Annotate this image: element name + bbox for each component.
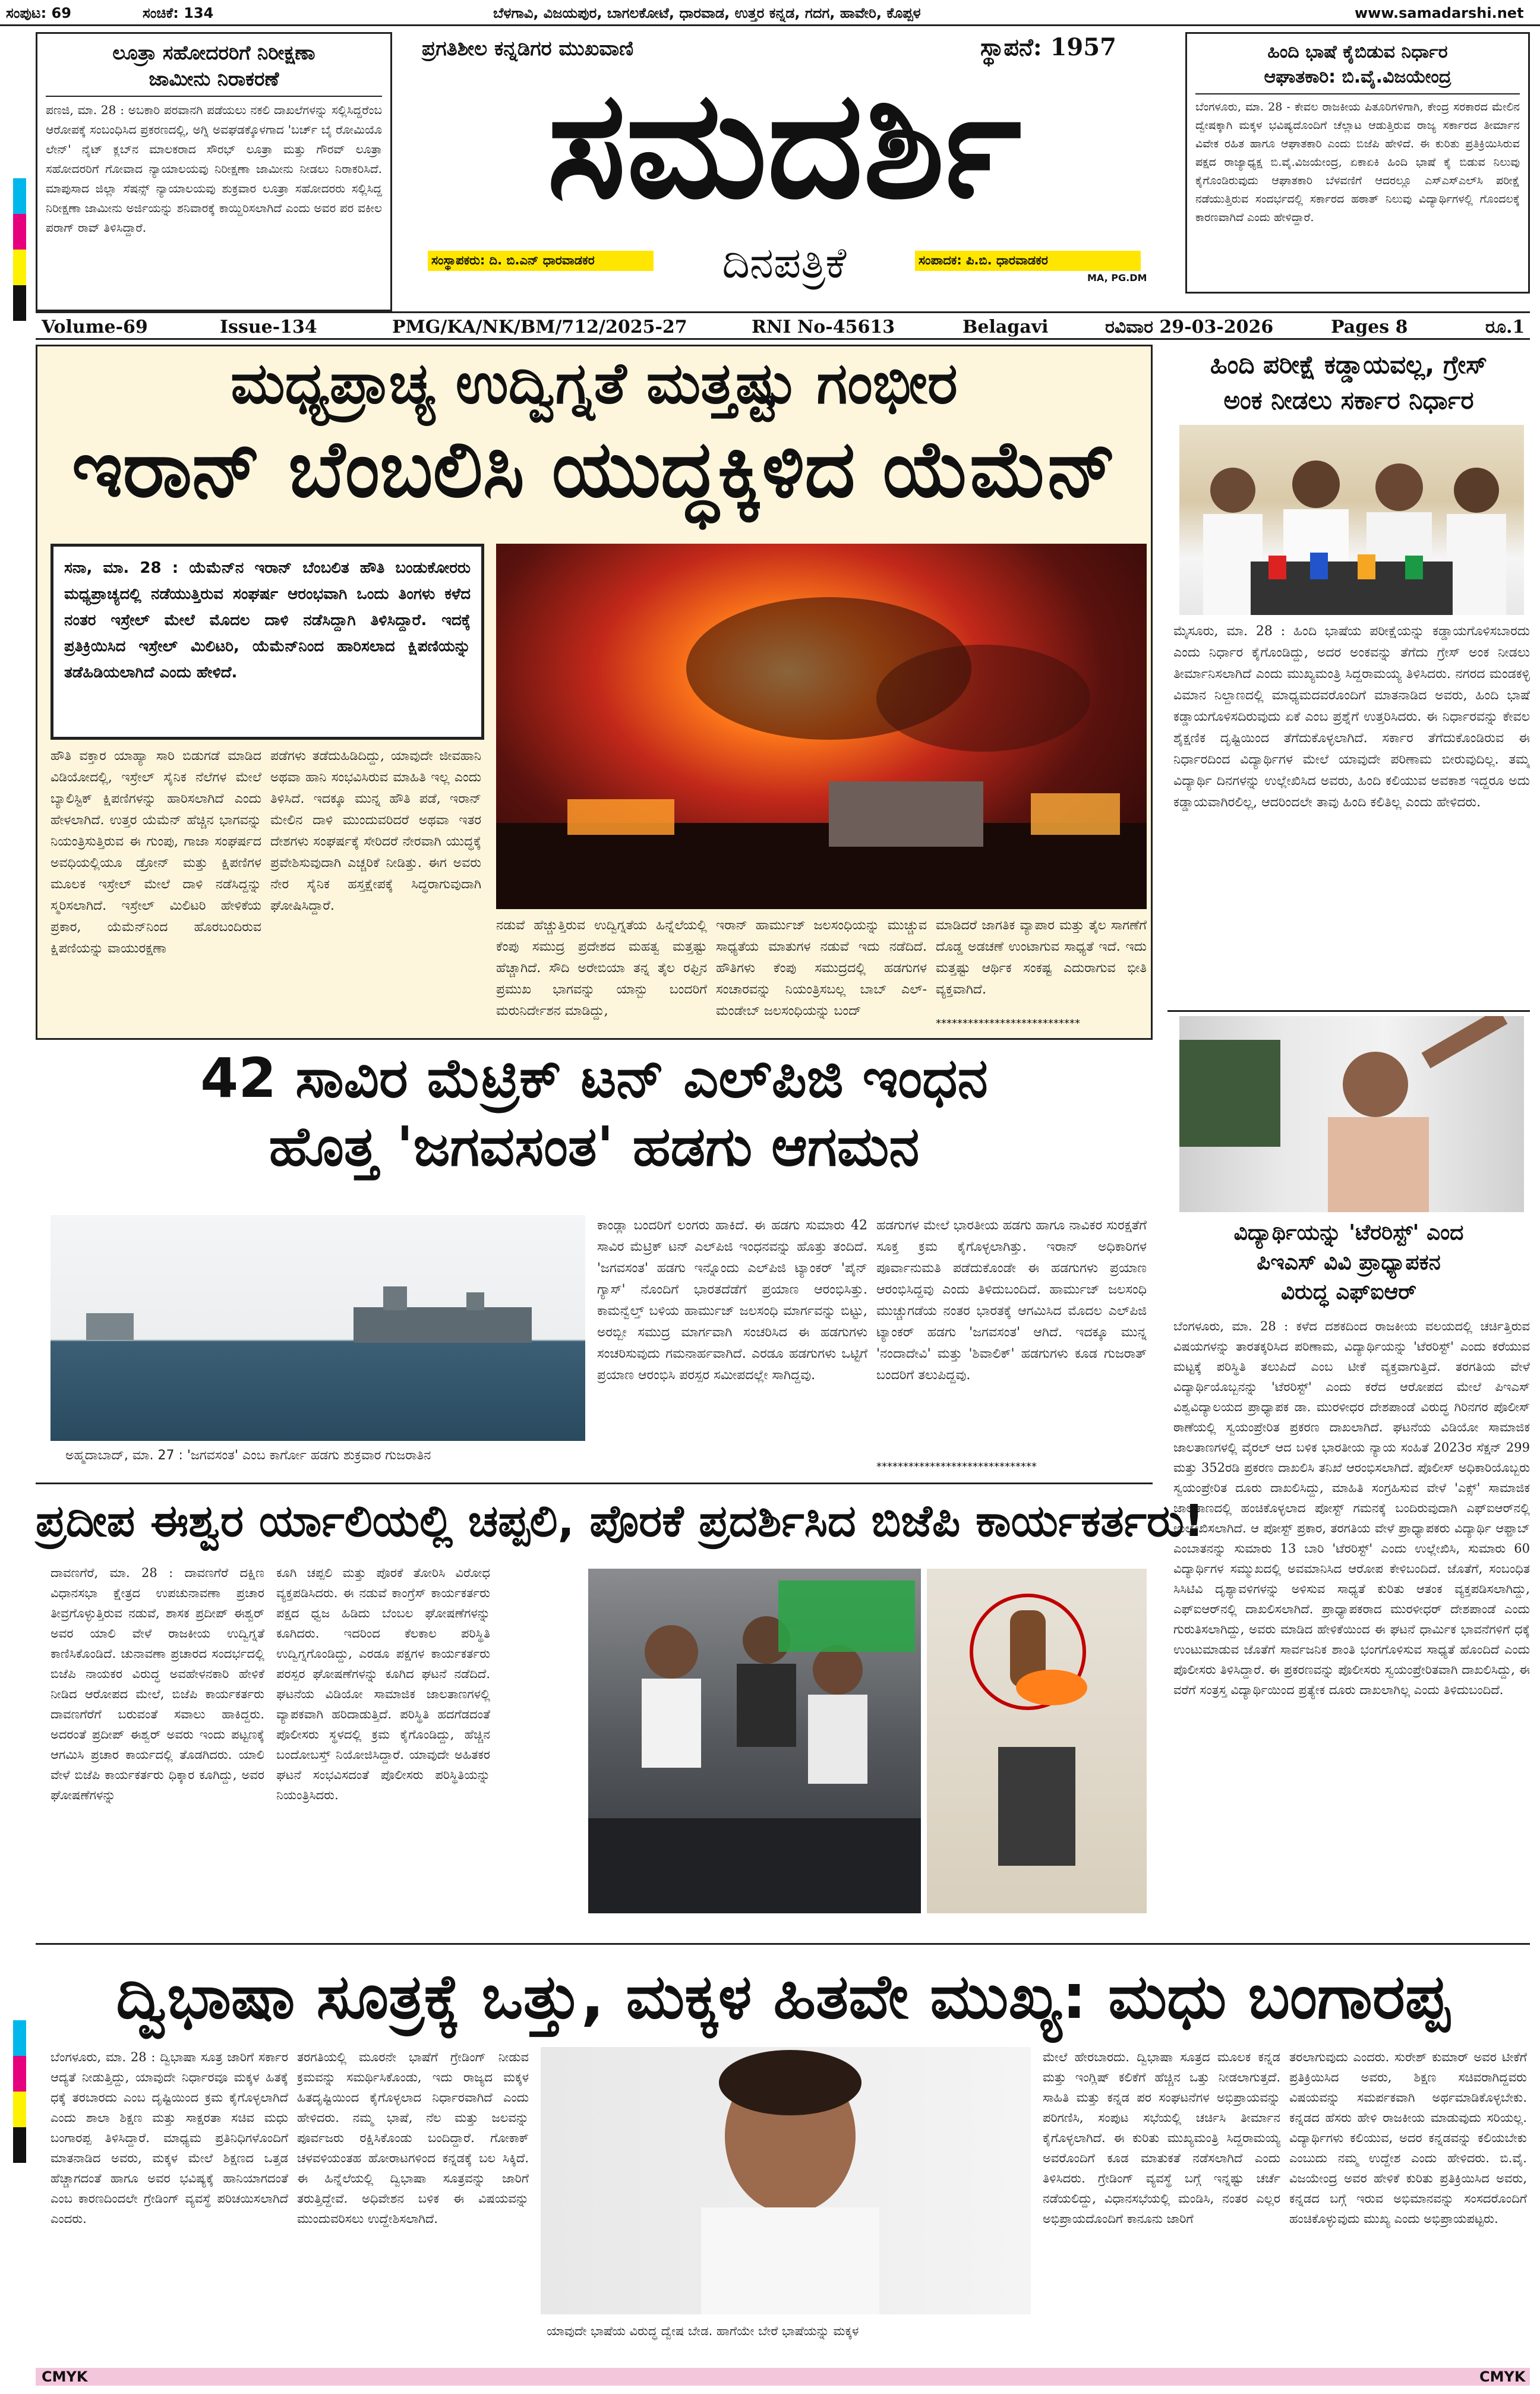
fire-smoke-graphic bbox=[496, 544, 1147, 909]
right-box-body: ಬೆಂಗಳೂರು, ಮಾ. 28 - ಕೇವಲ ರಾಜಕೀಯ ಪಿತೂರಿಗಳಿಗಾಗಿ, ಕೇಂದ್ರ ಸರಕಾರದ ಮೇಲಿನ ದ್ವೇಷಕ್ಕಾಗಿ ಮಕ್ಕಳ ಭವಿಷ್ಯದೊಂದಿಗೆ ಚೆಲ್ಲಾಟ ಆಡುತ್ತಿರುವ ರಾಜ್ಯ ಸರ್ಕಾರದ ತೀರ್ಮಾನ ವಿವೇಕ ರಹಿತ ಹಾಗೂ ಆಘಾತಕಾರಿ ಎಂದು ಬಿಜೆಪಿ ಹೇಳಿದೆ. ಈ ಕುರಿತು ಪ್ರತಿಕ್ರಿಯಿಸಿರುವ ಪಕ್ಷದ ರಾಜ್ಯಾಧ್ಯಕ್ಷ ಬಿ.ವೈ.ವಿಜಯೇಂದ್ರ, ಏಕಾಏಕಿ ಹಿಂದಿ ಭಾಷೆ ಕೈ ಬಿಡುವ ನಿಲುವು ಕೈಗೊಂಡಿರುವುದು ಆಘಾತಕಾರಿ ಬೆಳವಣಿಗೆ ಆದರಲ್ಲೂ ಎಸ್ಎಸ್ಎಲ್‌ಸಿ ಪರೀಕ್ಷೆ ನಡೆಯುತ್ತಿರುವ ಸಂದರ್ಭದಲ್ಲಿ ಸರ್ಕಾರದ ಹಠಾತ್ ನಿಲುವು ವಿದ್ಯಾರ್ಥಿಗಳಲ್ಲಿ ಗೊಂದಲಕ್ಕೆ ಕಾರಣವಾಗಿದೆ ಎಂದು ಹೇಳಿದ್ದಾರೆ. bbox=[1195, 100, 1520, 224]
right-story-2-body: ಬೆಂಗಳೂರು, ಮಾ. 28 : ಕಳೆದ ದಶಕದಿಂದ ರಾಜಕೀಯ ವಲಯದಲ್ಲಿ ಚರ್ಚಿತ್ತಿರುವ ವಿಷಯಗಳನ್ನು ತಾರತಕ್ಕರಿಸಿದ ಪರಿಣಾಮ, ವಿದ್ಯಾರ್ಥಿಯನ್ನು 'ಟೆರರಿಸ್ಟ್' ಎಂದು ಕರೆಯುವ ಮಟ್ಟಕ್ಕೆ ಪರಿಸ್ಥಿತಿ ತಲುಪಿದೆ ಎಂಬ ಟೀಕೆ ವ್ಯಕ್ತವಾಗುತ್ತಿದೆ. ತರಗತಿಯ ವೇಳೆ ವಿದ್ಯಾರ್ಥಿಯೊಬ್ಬನನ್ನು 'ಟೆರರಿಸ್ಟ್' ಎಂದು ಕರೆದ ಆರೋಪದ ಮೇಲೆ ಪಿಇಎಸ್ ವಿಶ್ವವಿದ್ಯಾಲಯದ ಪ್ರಾಧ್ಯಾಪಕ ಡಾ. ಮುರಳೀಧರ ದೇಶಪಾಂಡೆ ವಿರುದ್ಧ ಗಿರಿನಗರ ಪೊಲೀಸ್ ಠಾಣೆಯಲ್ಲಿ ಸ್ವಯಂಪ್ರೇರಿತ ಪ್ರಕರಣ ದಾಖಲಾಗಿದೆ. ಘಟನೆಯ ವಿಡಿಯೋ ಸಾಮಾಜಿಕ ಜಾಲತಾಣಗಳಲ್ಲಿ ವೈರಲ್ ಆದ ಬಳಿಕ ಭಾರತೀಯ ನ್ಯಾಯ ಸಂಹಿತೆ 2023ರ ಸೆಕ್ಷನ್ 299 ಮತ್ತು 352ರಡಿ ಪ್ರಕರಣ ದಾಖಲಿಸಿ ತನಿಖೆ ಆರಂಭಿಸಲಾಗಿದೆ. ಪೊಲೀಸ್ ಅಧಿಕಾರಿಯೊಬ್ಬರು ಸ್ವಯಂಪ್ರೇರಿತ ದೂರು ದಾಖಲಿಸಿದ್ದು, ಮಾಹಿತಿ ಸಂಗ್ರಹಿಸುವ ವೇಳೆ 'ಎಕ್ಸ್' ಸಾಮಾಜಿಕ ಜಾಲತಾಣದಲ್ಲಿ ಹಂಚಿಕೊಳ್ಳಲಾದ ಪೋಸ್ಟ್ ಗಮನಕ್ಕೆ ಬಂದಿರುವುದಾಗಿ ಎಫ್‌ಐಆರ್‌ನಲ್ಲಿ ಉಲ್ಲೇಖಿಸಲಾಗಿದೆ. ಆ ಪೋಸ್ಟ್ ಪ್ರಕಾರ, ತರಗತಿಯ ವೇಳೆ ಪ್ರಾಧ್ಯಾಪಕರು ವಿದ್ಯಾರ್ಥಿ ಆಫ್ತಾಬ್ ಎಂಬಾತನನ್ನು ಸುಮಾರು 13 ಬಾರಿ 'ಟೆರರಿಸ್ಟ್' ಎಂದು ಉಲ್ಲೇಖಿಸಿ, ಸುಮಾರು 60 ವಿದ್ಯಾರ್ಥಿಗಳ ಸಮ್ಮುಖದಲ್ಲಿ ಅವಮಾನಿಸಿದ ಆರೋಪ ಕೇಳಿಬಂದಿದೆ. ಜೊತೆಗೆ, ಸಂಬಂಧಿತ ಸಿಸಿಟಿವಿ ದೃಶ್ಯಾವಳಿಗಳನ್ನು ಅಳಿಸುವ ಸಾಧ್ಯತೆ ಕುರಿತು ಆತಂಕ ವ್ಯಕ್ತಪಡಿಸಲಾಗಿದ್ದು, ಎಫ್‌ಐಆರ್‌ನಲ್ಲಿ ದಾಖಲಿಸಲಾಗಿದೆ. ಪ್ರಾಧ್ಯಾಪಕರಾದ ಮುರಳೀಧರ್ ದೇಶಪಾಂಡೆ ಎಂದು ಗುರುತಿಸಲಾಗಿದ್ದು, ಅವರು ಮಾಡಿದ ಹೇಳಿಕೆಯಿಂದ ಈ ಘಟನೆ ಧಾರ್ಮಿಕ ಭಾವನೆಗಳಿಗೆ ಧಕ್ಕೆ ಉಂಟುಮಾಡುವ ಜೊತೆಗೆ ಸಾರ್ವಜನಿಕ ಶಾಂತಿ ಭಂಗಗೊಳಿಸುವ ಸಾಧ್ಯತೆ ಹೊಂದಿದೆ ಎಂದು ಪೊಲೀಸರು ತಿಳಿಸಿದ್ದಾರೆ. ಈ ಪ್ರಕರಣವನ್ನು ಪೊಲೀಸರು ಸ್ವಯಂಪ್ರೇರಿತವಾಗಿ ದಾಖಲಿಸಿದ್ದು, ಈ ವರೆಗೆ ಸಂತ್ರಸ್ತ ವಿದ್ಯಾರ್ಥಿಯಿಂದ ಪ್ರತ್ಯೇಕ ದೂರು ದಾಖಲಾಗಿಲ್ಲ ಎಂದು ತಿಳಿದುಬಂದಿದೆ. bbox=[1173, 1319, 1530, 1697]
lead-col-2: ಪಡೆಗಳು ತಡೆದುಹಿಡಿದಿದ್ದು, ಯಾವುದೇ ಜೀವಹಾನಿ ಅಥವಾ ಹಾನಿ ಸಂಭವಿಸಿರುವ ಮಾಹಿತಿ ಇಲ್ಲ ಎಂದು ತಿಳಿಸಿದೆ. ಇದಕ್ಕೂ ಮುನ್ನ ಹೌತಿ ಪಡೆ, ಇರಾನ್ ಮೇಲಿನ ದಾಳಿ ಮುಂದುವರಿದರೆ ಅಥವಾ ಇತರ ದೇಶಗಳು ಸಂಘರ್ಷಕ್ಕೆ ಸೇರಿದರೆ ನೇರವಾಗಿ ಯುದ್ಧಕ್ಕೆ ಪ್ರವೇಶಿಸುವುದಾಗಿ ಎಚ್ಚರಿಕೆ ನೀಡಿತ್ತು. ಈಗ ಅವರು ನೇರ ಸೈನಿಕ ಹಸ್ತಕ್ಷೇಪಕ್ಕೆ ಸಿದ್ಧರಾಗುವುದಾಗಿ ಘೋಷಿಸಿದ್ದಾರೆ. bbox=[270, 749, 481, 913]
footer-cmyk-left: CMYK bbox=[42, 2368, 88, 2385]
rally-crowd-graphic bbox=[588, 1569, 921, 1913]
slipper-photo bbox=[927, 1569, 1147, 1913]
lpg-stars: ****************************** bbox=[876, 1461, 1037, 1473]
bottom-col-1: ಬೆಂಗಳೂರು, ಮಾ. 28 : ದ್ವಿಭಾಷಾ ಸೂತ್ರ ಜಾರಿಗೆ ಸರ್ಕಾರ ಆದ್ಯತೆ ನೀಡುತ್ತಿದ್ದು, ಯಾವುದೇ ನಿರ್ಧಾರವೂ ಮಕ್ಕಳ ಹಿತಕ್ಕೆ ಧಕ್ಕೆ ತರಬಾರದು ಎಂಬ ದೃಷ್ಟಿಯಿಂದ ಕ್ರಮ ಕೈಗೊಳ್ಳಲಾಗಿದೆ ಎಂದು ಶಾಲಾ ಶಿಕ್ಷಣ ಮತ್ತು ಸಾಕ್ಷರತಾ ಸಚಿವ ಮಧು ಬಂಗಾರಪ್ಪ ತಿಳಿಸಿದ್ದಾರೆ. ಮಾಧ್ಯಮ ಪ್ರತಿನಿಧಿಗಳೊಂದಿಗೆ ಮಾತನಾಡಿದ ಅವರು, ಮಕ್ಕಳ ಮೇಲೆ ಶಿಕ್ಷಣದ ಒತ್ತಡ ಹೆಚ್ಚಾಗದಂತೆ ಹಾಗೂ ಅವರ ಭವಿಷ್ಯಕ್ಕೆ ಹಾನಿಯಾಗದಂತೆ ಎಂಬ ಕಾರಣದಿಂದಲೇ ಗ್ರೇಡಿಂಗ್ ವ್ಯವಸ್ಥೆ ಪರಿಚಯಿಸಲಾಗಿದೆ ಎಂದರು. bbox=[51, 2050, 288, 2226]
footer-cmyk-right: CMYK bbox=[1479, 2368, 1526, 2385]
missile-fire-photo bbox=[496, 544, 1147, 909]
cmyk-mark-left-bottom bbox=[13, 2020, 26, 2163]
footer-bar bbox=[36, 2368, 1530, 2386]
masthead-editor-degree: MA, PG.DM bbox=[1087, 272, 1147, 283]
masthead-established: ಸ್ಥಾಪನೆ: 1957 bbox=[980, 33, 1116, 61]
info-city: Belagavi bbox=[962, 317, 1049, 338]
left-box-body: ಪಣಜಿ, ಮಾ. 28 : ಅಬಕಾರಿ ಪರವಾನಗಿ ಪಡೆಯಲು ನಕಲಿ ದಾಖಲೆಗಳನ್ನು ಸಲ್ಲಿಸಿದ್ದರೆಂಬ ಆರೋಪಕ್ಕೆ ಸಂಬಂಧಿಸಿದ ಪ್ರಕರಣದಲ್ಲಿ, ಅಗ್ನಿ ಅವಘಡಕ್ಕೊಳಗಾದ 'ಬರ್ಚ್ ಬೈ ರೋಮಿಯೊ ಲೇನ್' ನೈಟ್ ಕ್ಲಬ್‌ನ ಮಾಲಕರಾದ ಸೌರಭ್ ಲೂತ್ರಾ ಮತ್ತು ಗೌರವ್ ಲೂತ್ರಾ ಸಹೋದರರಿಗೆ ಗೋವಾದ ನ್ಯಾಯಾಲಯವು ನಿರೀಕ್ಷಣಾ ಜಾಮೀನು ನೀಡಲು ನಿರಾಕರಿಸಿದೆ. ಮಾಪುಸಾದ ಜಿಲ್ಲಾ ಸೆಷನ್ಸ್ ನ್ಯಾಯಾಲಯವು ಶುಕ್ರವಾರ ಲೂತ್ರಾ ಸಹೋದರರು ಸಲ್ಲಿಸಿದ್ದ ನಿರೀಕ್ಷಣಾ ಜಾಮೀನು ಅರ್ಜಿಯನ್ನು ಶನಿವಾರಕ್ಕೆ ಕಾಯ್ದಿರಿಸಲಾಗಿದೆ ಎಂದು ಅವರ ಪರ ವಕೀಲ ಪರಾಗ್ ರಾವ್ ತಿಳಿಸಿದ್ದಾರೆ. bbox=[46, 103, 382, 235]
bottom-col-3: ಮೇಲೆ ಹೇರಬಾರದು. ದ್ವಿಭಾಷಾ ಸೂತ್ರದ ಮೂಲಕ ಕನ್ನಡ ಮತ್ತು ಇಂಗ್ಲಿಷ್ ಕಲಿಕೆಗೆ ಹೆಚ್ಚಿನ ಒತ್ತು ನೀಡಲಾಗುತ್ತದೆ. ಸಾಹಿತಿ ಮತ್ತು ಕನ್ನಡ ಪರ ಸಂಘಟನೆಗಳ ಅಭಿಪ್ರಾಯವನ್ನು ಪರಿಗಣಿಸಿ, ಸಂಪುಟ ಸಭೆಯಲ್ಲಿ ಚರ್ಚಿಸಿ ತೀರ್ಮಾನ ಕೈಗೊಳ್ಳಲಾಗಿದೆ. ಈ ಕುರಿತು ಮುಖ್ಯಮಂತ್ರಿ ಸಿದ್ದರಾಮಯ್ಯ ಅವರೊಂದಿಗೆ ಕೂಡ ಮಾತುಕತೆ ನಡೆಸಲಾಗಿದೆ ಎಂದು ತಿಳಿಸಿದರು. ಗ್ರೇಡಿಂಗ್ ವ್ಯವಸ್ಥೆ ಬಗ್ಗೆ ಇನ್ನಷ್ಟು ಚರ್ಚೆ ನಡೆಯಲಿದ್ದು, ವಿಧಾನಸಭೆಯಲ್ಲಿ ಮಂಡಿಸಿ, ನಂತರ ಎಲ್ಲರ ಅಭಿಪ್ರಾಯದೊಂದಿಗೆ ಕಾನೂನು ಜಾರಿಗೆ bbox=[1043, 2050, 1280, 2226]
lead-col-5: ಮಾಡಿದರೆ ಜಾಗತಿಕ ವ್ಯಾಪಾರ ಮತ್ತು ತೈಲ ಸಾಗಣೆಗೆ ದೊಡ್ಡ ಅಡಚಣೆ ಉಂಟಾಗುವ ಸಾಧ್ಯತೆ ಇದೆ. ಇದು ಮತ್ತಷ್ಟು ಆರ್ಥಿಕ ಸಂಕಷ್ಟ ಎದುರಾಗುವ ಭೀತಿ ವ್ಯಕ್ತವಾಗಿದೆ. bbox=[936, 918, 1147, 997]
rally-col-1: ದಾವಣಗೆರೆ, ಮಾ. 28 : ದಾವಣಗೆರೆ ದಕ್ಷಿಣ ವಿಧಾನಸಭಾ ಕ್ಷೇತ್ರದ ಉಪಚುನಾವಣಾ ಪ್ರಚಾರ ತೀವ್ರಗೊಳ್ಳುತ್ತಿರುವ ನಡುವೆ, ಶಾಸಕ ಪ್ರದೀಪ್ ಈಶ್ವರ್ ಅವರ ಯಾಲಿ ವೇಳೆ ರಾಜಕೀಯ ಉದ್ವಿಗ್ನತೆ ಕಾಣಿಸಿಕೊಂಡಿದೆ. ಚುನಾವಣಾ ಪ್ರಚಾರದ ಸಂದರ್ಭದಲ್ಲಿ ಬಿಜೆಪಿ ನಾಯಕರ ವಿರುದ್ಧ ಅವಹೇಳನಕಾರಿ ಹೇಳಿಕೆ ನೀಡಿದ ಆರೋಪದ ಮೇಲೆ, ಬಿಜೆಪಿ ಕಾರ್ಯಕರ್ತರು ದಾವಣಗೆರೆಗೆ ಬರುವಂತೆ ಸವಾಲು ಹಾಕಿದ್ದರು. ಅದರಂತೆ ಪ್ರದೀಪ್ ಈಶ್ವರ್ ಅವರು ಇಂದು ಪಟ್ಟಣಕ್ಕೆ ಆಗಮಿಸಿ ಪ್ರಚಾರ ಕಾರ್ಯದಲ್ಲಿ ತೊಡಗಿದರು. ಯಾಲಿ ವೇಳೆ ಬಿಜೆಪಿ ಕಾರ್ಯಕರ್ತರು ಧಿಕ್ಕಾರ ಕೂಗಿದ್ದು, ಅವರ ಘೋಷಣೆಗಳನ್ನು bbox=[51, 1566, 264, 1802]
cmyk-mark-left bbox=[13, 178, 26, 333]
lead-col-4: ಇರಾನ್ ಹಾರ್ಮುಜ್ ಜಲಸಂಧಿಯನ್ನು ಮುಚ್ಚುವ ಸಾಧ್ಯತೆಯ ಮಾತುಗಳ ನಡುವೆ ಇದು ನಡೆದಿದೆ. ಹೌತಿಗಳು ಕೆಂಪು ಸಮುದ್ರದಲ್ಲಿ ಹಡಗುಗಳ ಸಂಚಾರವನ್ನು ನಿಯಂತ್ರಿಸಬಲ್ಲ ಬಾಬ್ ಎಲ್-ಮಂಡೇಬ್ ಜಲಸಂಧಿಯನ್ನು ಬಂದ್ bbox=[716, 918, 927, 1018]
lpg-headline-2: ಹೊತ್ತ 'ಜಗವಸಂತ' ಹಡಗು ಆಗಮನ bbox=[269, 1115, 920, 1178]
lpg-caption: ಅಹ್ಮದಾಬಾದ್, ಮಾ. 27 : 'ಜಗವಸಂತ' ಎಂಬ ಕಾರ್ಗೋ ಹಡಗು ಶುಕ್ರವಾರ ಗುಜರಾತಿನ bbox=[65, 1448, 431, 1463]
top-bar bbox=[0, 0, 1540, 26]
bottom-col-4: ತರಲಾಗುವುದು ಎಂದರು. ಸುರೇಶ್ ಕುಮಾರ್ ಅವರ ಟೀಕೆಗೆ ಪ್ರತಿಕ್ರಿಯಿಸಿದ ಅವರು, ಶಿಕ್ಷಣ ಸಚಿವರಾಗಿದ್ದವರು ವಿಷಯವನ್ನು ಸಮರ್ಪಕವಾಗಿ ಅರ್ಥಮಾಡಿಕೊಳ್ಳಬೇಕು. ಕನ್ನಡದ ಹೆಸರು ಹೇಳಿ ರಾಜಕೀಯ ಮಾಡುವುದು ಸರಿಯಲ್ಲ. ವಿದ್ಯಾರ್ಥಿಗಳು ಕಲಿಯುವ, ಅದರ ಕನ್ನಡವನ್ನು ಕಲಿಯಬೇಕು ಎಂಬುದು ನಮ್ಮ ಉದ್ದೇಶ ಎಂದು ಹೇಳಿದರು. ಬಿ.ವೈ. ವಿಜಯೇಂದ್ರ ಅವರ ಹೇಳಿಕೆ ಕುರಿತು ಪ್ರತಿಕ್ರಿಯಿಸಿದ ಅವರು, ಕನ್ನಡದ ಬಗ್ಗೆ ಇರುವ ಅಭಿಮಾನವನ್ನು ಸಂಸದರೊಂದಿಗೆ ಹಂಚಿಕೊಳ್ಳುವುದು ಮುಖ್ಯ ಎಂದು ಅಭಿಪ್ರಾಯಪಟ್ಟರು. bbox=[1289, 2050, 1527, 2226]
ship-graphic bbox=[51, 1215, 585, 1441]
professor-photo bbox=[1179, 1016, 1524, 1212]
masthead-subtitle: ದಿನಪತ್ರಿಕೆ bbox=[722, 238, 847, 288]
info-rni: RNI No-45613 bbox=[752, 317, 895, 338]
lpg-col-2: ಹಡಗುಗಳ ಮೇಲೆ ಭಾರತೀಯ ಹಡಗು ಹಾಗೂ ನಾವಿಕರ ಸುರಕ್ಷತೆಗೆ ಸೂಕ್ತ ಕ್ರಮ ಕೈಗೊಳ್ಳಲಾಗಿತ್ತು. ಇರಾನ್ ಅಧಿಕಾರಿಗಳ ಪೂರ್ವಾನುಮತಿ ಪಡೆದುಕೊಂಡೇ ಈ ಹಡಗುಗಳು ಪ್ರಯಾಣ ಆರಂಭಿಸಿದ್ದವು ಎಂದು ತಿಳಿದುಬಂದಿದೆ. ಹಾರ್ಮುಜ್ ಜಲಸಂಧಿ ಮುಚ್ಚುಗಡೆಯ ನಂತರ ಭಾರತಕ್ಕೆ ಆಗಮಿಸಿದ ಮೊದಲ ಎಲ್‌ಪಿಜಿ ಟ್ಯಾಂಕರ್ ಹಡಗು 'ಜಗವಸಂತ' ಆಗಿದೆ. ಇದಕ್ಕೂ ಮುನ್ನ 'ನಂದಾದೇವಿ' ಮತ್ತು 'ಶಿವಾಲಿಕ್' ಹಡಗುಗಳು ಕೂಡ ಗುಜರಾತ್ ಬಂದರಿಗೆ ತಲುಪಿದ್ದವು. bbox=[876, 1218, 1147, 1383]
website-link[interactable]: www.samadarshi.net bbox=[1355, 5, 1524, 21]
minister-press-photo bbox=[1179, 425, 1524, 615]
bottom-headline: ದ್ವಿಭಾಷಾ ಸೂತ್ರಕ್ಕೆ ಒತ್ತು, ಮಕ್ಕಳ ಹಿತವೇ ಮುಖ್ಯ: ಮಧು ಬಂಗಾರಪ್ಪ bbox=[116, 1960, 1450, 2033]
lpg-ship-photo bbox=[51, 1215, 585, 1441]
masthead-editor: ಸಂಪಾದಕ: ಪಿ.ಬಿ. ಧಾರವಾಡಕರ bbox=[919, 253, 1048, 267]
info-price: ರೂ.1 bbox=[1485, 317, 1525, 338]
right-news-box bbox=[1185, 32, 1530, 294]
left-news-box bbox=[36, 32, 392, 311]
info-bar bbox=[36, 311, 1530, 340]
right-story-2-headline-1: ವಿದ್ಯಾರ್ಥಿಯನ್ನು 'ಟೆರರಿಸ್ಟ್' ಎಂದ bbox=[1233, 1220, 1464, 1245]
info-volume: Volume-69 bbox=[42, 317, 148, 338]
rally-col-2: ಕೂಗಿ ಚಪ್ಪಲಿ ಮತ್ತು ಪೊರಕೆ ತೋರಿಸಿ ವಿರೋಧ ವ್ಯಕ್ತಪಡಿಸಿದರು. ಈ ನಡುವೆ ಕಾಂಗ್ರೆಸ್ ಕಾರ್ಯಕರ್ತರು ಪಕ್ಷದ ಧ್ವಜ ಹಿಡಿದು ಬೆಂಬಲ ಘೋಷಣೆಗಳನ್ನು ಕೂಗಿದರು. ಇದರಿಂದ ಕೆಲಕಾಲ ಪರಿಸ್ಥಿತಿ ಉದ್ವಿಗ್ನಗೊಂಡಿದ್ದು, ಎರಡೂ ಪಕ್ಷಗಳ ಕಾರ್ಯಕರ್ತರು ಪರಸ್ಪರ ಘೋಷಣೆಗಳನ್ನು ಕೂಗಿದ ಘಟನೆ ನಡೆದಿದೆ. ಘಟನೆಯ ವಿಡಿಯೋ ಸಾಮಾಜಿಕ ಜಾಲತಾಣಗಳಲ್ಲಿ ವ್ಯಾಪಕವಾಗಿ ಹರಿದಾಡುತ್ತಿದೆ. ಪರಿಸ್ಥಿತಿ ಹದಗೆಡದಂತೆ ಪೊಲೀಸರು ಸ್ಥಳದಲ್ಲಿ ಕ್ರಮ ಕೈಗೊಂಡಿದ್ದು, ಹೆಚ್ಚಿನ ಬಂದೋಬಸ್ತ್ ನಿಯೋಜಿಸಿದ್ದಾರೆ. ಯಾವುದೇ ಅಹಿತಕರ ಘಟನೆ ಸಂಭವಿಸದಂತೆ ಪೊಲೀಸರು ಪರಿಸ್ಥಿತಿಯನ್ನು ನಿಯಂತ್ರಿಸಿದರು. bbox=[276, 1566, 490, 1802]
masthead bbox=[410, 32, 1159, 311]
left-box-headline-2: ಜಾಮೀನು ನಿರಾಕರಣೆ bbox=[46, 66, 382, 97]
lead-summary: ಸನಾ, ಮಾ. 28 : ಯೆಮೆನ್‌ನ ಇರಾನ್ ಬೆಂಬಲಿತ ಹೌತಿ ಬಂಡುಕೋರರು ಮಧ್ಯಪ್ರಾಚ್ಯದಲ್ಲಿ ನಡೆಯುತ್ತಿರುವ ಸಂಘರ್ಷ ಆರಂಭವಾಗಿ ಒಂದು ತಿಂಗಳು ಕಳೆದ ನಂತರ ಇಸ್ರೇಲ್ ಮೇಲೆ ಮೊದಲ ದಾಳಿ ನಡೆಸಿದ್ದಾಗಿ ತಿಳಿಸಿದ್ದಾರೆ. ಇದಕ್ಕೆ ಪ್ರತಿಕ್ರಿಯಿಸಿದ ಇಸ್ರೇಲ್ ಮಿಲಿಟರಿ, ಯೆಮೆನ್‌ನಿಂದ ಹಾರಿಸಲಾದ ಕ್ಷಿಪಣಿಯನ್ನು ತಡೆಹಿಡಿಯಲಾಗಿದೆ ಎಂದು ಹೇಳಿದೆ. bbox=[64, 559, 471, 682]
professor-graphic bbox=[1179, 1016, 1524, 1212]
right-box-headline-2: ಆಘಾತಕಾರಿ: ಬಿ.ವೈ.ವಿಜಯೇಂದ್ರ bbox=[1195, 65, 1520, 94]
right-story-2-headline-3: ವಿರುದ್ಧ ಎಫ್‌ಐಆರ್ bbox=[1280, 1280, 1417, 1304]
masthead-tagline: ಪ್ರಗತಿಶೀಲ ಕನ್ನಡಿಗರ ಮುಖವಾಣಿ bbox=[422, 37, 634, 61]
info-reg: PMG/KA/NK/BM/712/2025-27 bbox=[392, 317, 687, 338]
divider-bottom bbox=[36, 1943, 1530, 1945]
press-group-graphic bbox=[1179, 425, 1524, 615]
info-issue: Issue-134 bbox=[220, 317, 317, 338]
lead-kicker: ಮಧ್ಯಪ್ರಾಚ್ಯ ಉದ್ವಿಗ್ನತೆ ಮತ್ತಷ್ಟು ಗಂಭೀರ bbox=[231, 350, 958, 417]
right-divider-1 bbox=[1167, 1010, 1530, 1012]
right-story-1-headline-1: ಹಿಂದಿ ಪರೀಕ್ಷೆ ಕಡ್ಡಾಯವಲ್ಲ, ಗ್ರೇಸ್ bbox=[1210, 350, 1488, 379]
masthead-title: ಸಮದರ್ಶಿ bbox=[547, 58, 1022, 231]
right-story-1-body: ಮೈಸೂರು, ಮಾ. 28 : ಹಿಂದಿ ಭಾಷೆಯ ಪರೀಕ್ಷೆಯನ್ನು ಕಡ್ಡಾಯಗೊಳಿಸಬಾರದು ಎಂದು ನಿರ್ಧಾರ ಕೈಗೊಂಡಿದ್ದು, ಅದರ ಅಂಕವನ್ನು ತೆಗೆದು ಗ್ರೇಸ್ ಅಂಕ ನೀಡಲು ತೀರ್ಮಾನಿಸಲಾಗಿದೆ ಎಂದು ಮುಖ್ಯಮಂತ್ರಿ ಸಿದ್ದರಾಮಯ್ಯ ತಿಳಿಸಿದರು. ನಗರದ ಮಂಡಕಳ್ಳಿ ವಿಮಾನ ನಿಲ್ದಾಣದಲ್ಲಿ ಮಾಧ್ಯಮದವರೊಂದಿಗೆ ಮಾತನಾಡಿದ ಅವರು, ಹಿಂದಿ ಭಾಷೆ ಕಡ್ಡಾಯಗೊಳಿಸದಿರುವುದು ಏಕೆ ಎಂಬ ಪ್ರಶ್ನೆಗೆ ಉತ್ತರಿಸಿದರು. ಈ ನಿರ್ಧಾರವನ್ನು ಕೇವಲ ಶೈಕ್ಷಣಿಕ ದೃಷ್ಟಿಯಿಂದ ತೆಗೆದುಕೊಳ್ಳಲಾಗಿದೆ. ಸರ್ಕಾರ ತೆಗೆದುಕೊಂಡಿರುವ ಈ ನಿರ್ಧಾರದಿಂದ ವಿದ್ಯಾರ್ಥಿಗಳ ಮೇಲೆ ಯಾವುದೇ ಪರಿಣಾಮ ಬೀರುವುದಿಲ್ಲ. ತಮ್ಮ ವಿದ್ಯಾರ್ಥಿ ದಿನಗಳನ್ನು ಉಲ್ಲೇಖಿಸಿದ ಅವರು, ಹಿಂದಿ ಕಲಿಯುವ ಅವಕಾಶ ಇದ್ದರೂ ಅದು ಕಡ್ಡಾಯವಾಗಿರಲಿಲ್ಲ, ಆದರಿಂದಲೇ ತಾವು ಹಿಂದಿ ಕಲಿತಿಲ್ಲ ಎಂದು ಹೇಳಿದರು. bbox=[1173, 624, 1530, 810]
minister-portrait-graphic bbox=[541, 2047, 1031, 2314]
right-box-headline-1: ಹಿಂದಿ ಭಾಷೆ ಕೈಬಿಡುವ ನಿರ್ಧಾರ bbox=[1267, 42, 1448, 62]
lead-headline: ಇರಾನ್ ಬೆಂಬಲಿಸಿ ಯುದ್ಧಕ್ಕಿಳಿದ ಯೆಮೆನ್ bbox=[71, 424, 1117, 515]
lead-stars: *************************** bbox=[936, 1017, 1080, 1030]
info-date: ರವಿವಾರ 29-03-2026 bbox=[1105, 317, 1274, 338]
issue-count: ಸಂಚಿಕೆ: 134 bbox=[143, 5, 214, 21]
district-list: ಬೆಳಗಾವಿ, ವಿಜಯಪುರ, ಬಾಗಲಕೋಟೆ, ಧಾರವಾಡ, ಉತ್ತರ ಕನ್ನಡ, ಗದಗ, ಹಾವೇರಿ, ಕೊಪ್ಪಳ bbox=[493, 5, 921, 21]
divider-rally bbox=[36, 1483, 1153, 1484]
lpg-col-1: ಕಾಂಡ್ಲಾ ಬಂದರಿಗೆ ಲಂಗರು ಹಾಕಿದೆ. ಈ ಹಡಗು ಸುಮಾರು 42 ಸಾವಿರ ಮೆಟ್ರಿಕ್ ಟನ್ ಎಲ್‌ಪಿಜಿ ಇಂಧನವನ್ನು ಹೊತ್ತು ತಂದಿದೆ. 'ಜಗವಸಂತ' ಹಡಗು ಇನ್ನೊಂದು ಎಲ್‌ಪಿಜಿ ಟ್ಯಾಂಕರ್ 'ಪೈನ್ ಗ್ಯಾಸ್' ನೊಂದಿಗೆ ಭಾರತದೆಡೆಗೆ ಪ್ರಯಾಣ ಆರಂಭಿಸಿತ್ತು. ಕಾಮನ್ವೆಲ್ತ್ ಬಳಿಯ ಹಾರ್ಮುಜ್ ಜಲಸಂಧಿ ಮಾರ್ಗವನ್ನು ಬಿಟ್ಟು, ಅರಬ್ಬೀ ಸಮುದ್ರ ಮಾರ್ಗವಾಗಿ ಸಂಚರಿಸಿದ ಈ ಹಡಗುಗಳು ಸಂಚರಿಸುವುದು ಗಮನಾರ್ಹವಾಗಿದೆ. ಎರಡೂ ಹಡಗುಗಳು ಒಟ್ಟಿಗೆ ಪ್ರಯಾಣ ಆರಂಭಿಸಿ ಪರಸ್ಪರ ಸಮೀಪದಲ್ಲೇ ಸಾಗಿದ್ದವು. bbox=[597, 1218, 867, 1383]
madhu-bangarappa-photo bbox=[541, 2047, 1031, 2314]
lead-col-3: ನಡುವೆ ಹೆಚ್ಚುತ್ತಿರುವ ಉದ್ವಿಗ್ನತೆಯ ಹಿನ್ನೆಲೆಯಲ್ಲಿ ಕೆಂಪು ಸಮುದ್ರ ಪ್ರದೇಶದ ಮಹತ್ವ ಮತ್ತಷ್ಟು ಹೆಚ್ಚಾಗಿದೆ. ಸೌದಿ ಅರೇಬಿಯಾ ತನ್ನ ತೈಲ ರಫ್ತಿನ ಪ್ರಮುಖ ಭಾಗವನ್ನು ಯಾನ್ಬು ಬಂದರಿಗೆ ಮರುನಿರ್ದೇಶನ ಮಾಡಿದ್ದು, bbox=[496, 918, 707, 1018]
bottom-col-2: ತರಗತಿಯಲ್ಲಿ ಮೂರನೇ ಭಾಷೆಗೆ ಗ್ರೇಡಿಂಗ್ ನೀಡುವ ಕ್ರಮವನ್ನು ಸಮರ್ಥಿಸಿಕೊಂಡು, ಇದು ರಾಜ್ಯದ ಮಕ್ಕಳ ಹಿತದೃಷ್ಟಿಯಿಂದ ಕೈಗೊಳ್ಳಲಾದ ನಿರ್ಧಾರವಾಗಿದೆ ಎಂದು ಹೇಳಿದರು. ನಮ್ಮ ಭಾಷೆ, ನೆಲ ಮತ್ತು ಜಲವನ್ನು ಪೂರ್ವಜರು ರಕ್ಷಿಸಿಕೊಂಡು ಬಂದಿದ್ದಾರೆ. ಗೋಕಾಕ್ ಚಳವಳಿಯಂತಹ ಹೋರಾಟಗಳಿಂದ ಕನ್ನಡಕ್ಕೆ ಬಲ ಸಿಕ್ಕಿದೆ. ಈ ಹಿನ್ನೆಲೆಯಲ್ಲಿ ದ್ವಿಭಾಷಾ ಸೂತ್ರವನ್ನು ಜಾರಿಗೆ ತರುತ್ತಿದ್ದೇವೆ. ಅಧಿವೇಶನ ಬಳಿಕ ಈ ವಿಷಯವನ್ನು ಮುಂದುವರಿಸಲು ಉದ್ದೇಶಿಸಲಾಗಿದೆ. bbox=[297, 2050, 529, 2226]
lpg-headline-1: 42 ಸಾವಿರ ಮೆಟ್ರಿಕ್ ಟನ್ ಎಲ್‌ಪಿಜಿ ಇಂಧನ bbox=[200, 1046, 988, 1110]
issue-number: ಸಂಪುಟ: 69 bbox=[6, 5, 71, 21]
masthead-founder: ಸಂಸ್ಥಾಪಕರು: ದಿ. ಬಿ.ಎನ್ ಧಾರವಾಡಕರ bbox=[431, 253, 595, 267]
lead-col-1: ಹೌತಿ ವಕ್ತಾರ ಯಾಹ್ಯಾ ಸಾರಿ ಬಿಡುಗಡೆ ಮಾಡಿದ ವಿಡಿಯೋದಲ್ಲಿ, ಇಸ್ರೇಲ್ ಸೈನಿಕ ನೆಲೆಗಳ ಮೇಲೆ ಬ್ಯಾಲಿಸ್ಟಿಕ್ ಕ್ಷಿಪಣಿಗಳನ್ನು ಹಾರಿಸಲಾಗಿದೆ ಎಂದು ಹೇಳಲಾಗಿದೆ. ಉತ್ತರ ಯೆಮೆನ್ ಹೆಚ್ಚಿನ ಭಾಗವನ್ನು ನಿಯಂತ್ರಿಸುತ್ತಿರುವ ಈ ಗುಂಪು, ಗಾಜಾ ಸಂಘರ್ಷದ ಅವಧಿಯಲ್ಲಿಯೂ ಡ್ರೋನ್ ಮತ್ತು ಕ್ಷಿಪಣಿಗಳ ಮೂಲಕ ಇಸ್ರೇಲ್ ಮೇಲೆ ದಾಳಿ ನಡೆಸಿದ್ದನ್ನು ಸ್ಮರಿಸಲಾಗಿದೆ. ಇಸ್ರೇಲ್ ಮಿಲಿಟರಿ ಹೇಳಿಕೆಯ ಪ್ರಕಾರ, ಯೆಮೆನ್‌ನಿಂದ ಹೊರಬಂದಿರುವ ಕ್ಷಿಪಣಿಯನ್ನು ವಾಯುರಕ್ಷಣಾ bbox=[51, 749, 261, 956]
bottom-caption: ಯಾವುದೇ ಭಾಷೆಯ ವಿರುದ್ಧ ದ್ವೇಷ ಬೇಡ. ಹಾಗೆಯೇ ಬೇರೆ ಭಾಷೆಯನ್ನು ಮಕ್ಕಳ bbox=[547, 2324, 859, 2338]
rally-headline: ಪ್ರದೀಪ ಈಶ್ವರ ರ್ಯಾಲಿಯಲ್ಲಿ ಚಪ್ಪಲಿ, ಪೊರಕೆ ಪ್ರದರ್ಶಿಸಿದ ಬಿಜೆಪಿ ಕಾರ್ಯಕರ್ತರು! bbox=[36, 1496, 1204, 1547]
right-story-2-headline-2: ಪಿಇಎಸ್ ವಿವಿ ಪ್ರಾಧ್ಯಾಪಕನ bbox=[1257, 1250, 1441, 1275]
slipper-graphic bbox=[927, 1569, 1147, 1913]
rally-photo bbox=[588, 1569, 921, 1913]
right-story-1-headline-2: ಅಂಕ ನೀಡಲು ಸರ್ಕಾರ ನಿರ್ಧಾರ bbox=[1223, 386, 1474, 415]
lead-summary-box bbox=[51, 544, 484, 740]
left-box-headline-1: ಲೂತ್ರಾ ಸಹೋದರರಿಗೆ ನಿರೀಕ್ಷಣಾ bbox=[112, 41, 315, 64]
info-pages: Pages 8 bbox=[1331, 317, 1408, 338]
